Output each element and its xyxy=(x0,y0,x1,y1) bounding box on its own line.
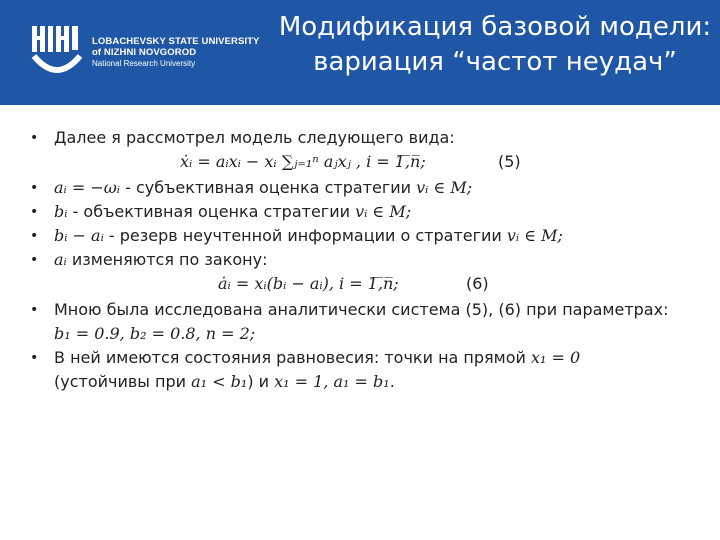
math-expression: x₁ = 1, a₁ = b₁ xyxy=(274,372,390,391)
bullet-text: . xyxy=(389,372,395,391)
parameters-text: b₁ = 0.9, b₂ = 0.8, n = 2; xyxy=(54,324,256,343)
math-expression: x₁ = 0 xyxy=(531,348,581,367)
bullet-content xyxy=(54,200,411,224)
list-item xyxy=(30,126,700,150)
math-expression: vᵢ ∈ M; xyxy=(355,202,412,221)
bullet-text: - объективная оценка стратегии xyxy=(67,202,356,221)
math-expression: a₁ < b₁ xyxy=(191,372,248,391)
university-line-3: National Research University xyxy=(92,59,196,68)
bullet-icon: • xyxy=(30,350,39,366)
bullet-text: - субъективная оценка стратегии xyxy=(120,178,417,197)
bullet-text: ) и xyxy=(247,372,275,391)
math-expression: vᵢ ∈ M; xyxy=(416,178,473,197)
bullet-text: В ней имеются состояния равновесия: точки на прямой xyxy=(54,348,532,367)
bullet-text: Мною была исследована аналитически система (5), (6) при параметрах: xyxy=(54,300,669,319)
math-expression: bᵢ − aᵢ xyxy=(54,226,104,245)
bullet-icon: • xyxy=(30,180,39,196)
bullet-content xyxy=(54,224,563,248)
slide-title xyxy=(270,10,720,80)
list-item xyxy=(30,346,700,370)
equation-5-number: (5) xyxy=(498,152,521,171)
title-line-2: вариация “частот неудач” xyxy=(313,47,677,77)
equation-5: ẋᵢ = aᵢxᵢ − xᵢ ∑ⱼ₌₁ⁿ aⱼxⱼ , i = 1̅,̅n̅; xyxy=(180,152,426,171)
math-expression: vᵢ ∈ M; xyxy=(506,226,563,245)
list-item xyxy=(30,176,700,200)
bullet-content xyxy=(54,346,580,370)
bullet-text: - резерв неучтенной информации о стратегии xyxy=(103,226,507,245)
university-line-1: LOBACHEVSKY STATE UNIVERSITY xyxy=(92,36,260,47)
list-item xyxy=(30,298,700,322)
math-expression: aᵢ xyxy=(54,250,67,269)
header-bar xyxy=(0,0,720,105)
bullet-icon: • xyxy=(30,130,39,146)
list-item xyxy=(30,200,700,224)
university-logo-icon xyxy=(30,22,84,82)
bullet-text: (устойчивы при xyxy=(54,372,192,391)
bullet-content xyxy=(54,176,472,200)
math-expression: bᵢ xyxy=(54,202,68,221)
list-item xyxy=(30,224,700,248)
math-expression: aᵢ = −ωᵢ xyxy=(54,178,121,197)
list-item xyxy=(30,248,700,272)
equation-row xyxy=(30,272,700,298)
list-item-continuation xyxy=(30,370,700,394)
list-item-continuation xyxy=(30,322,700,346)
bullet-content xyxy=(54,248,267,272)
bullet-icon: • xyxy=(30,252,39,268)
bullet-text: Далее я рассмотрел модель следующего вида: xyxy=(54,128,455,147)
title-line-1: Модификация базовой модели: xyxy=(278,12,712,42)
bullet-content xyxy=(54,370,395,394)
equation-6: ȧᵢ = xᵢ(bᵢ − aᵢ), i = 1̅,̅n̅; xyxy=(218,274,399,293)
bullet-icon: • xyxy=(30,228,39,244)
equation-row xyxy=(30,150,700,176)
slide-body xyxy=(30,126,700,394)
equation-6-number: (6) xyxy=(466,274,489,293)
university-line-2: of NIZHNI NOVGOROD xyxy=(92,47,197,58)
bullet-icon: • xyxy=(30,204,39,220)
bullet-icon: • xyxy=(30,302,39,318)
bullet-text: изменяются по закону: xyxy=(66,250,268,269)
university-name xyxy=(92,36,260,69)
